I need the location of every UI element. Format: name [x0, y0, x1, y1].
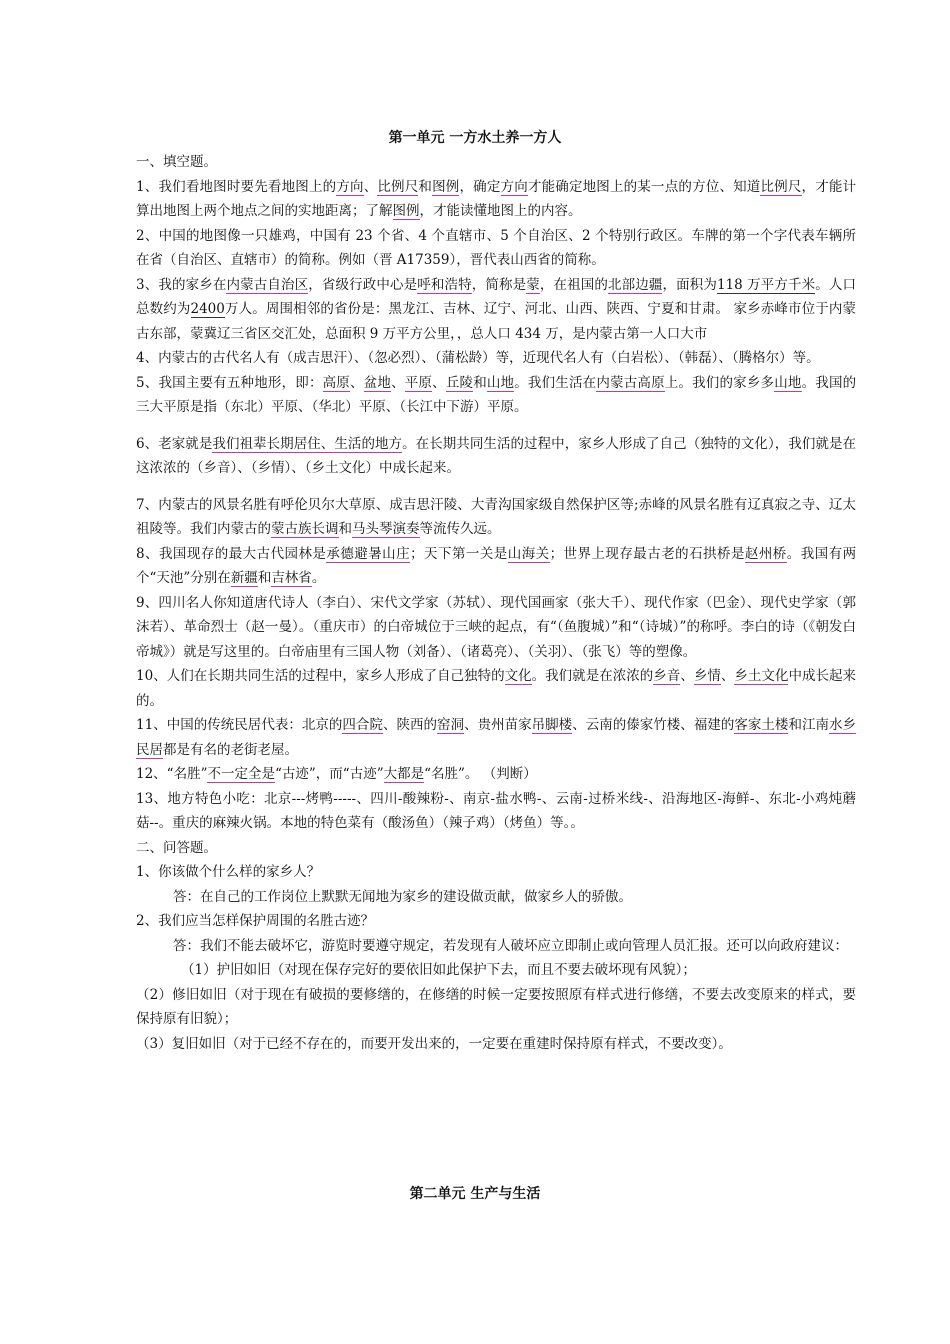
unit1-body [136, 150, 856, 1056]
answer: 乡土文化 [734, 668, 789, 684]
question-8: 8、我国现存的最大古代园林是承德避暑山庄；天下第一关是山海关；世界上现存最古老的石拱桥是赵州桥。我国有两个“天池”分别在新疆和吉林省。 [136, 545, 857, 586]
answer: 不一定全是 [207, 766, 275, 782]
answer: 承德避暑山庄 [326, 545, 411, 562]
answer: 赵州桥 [744, 545, 787, 562]
answer: 比例尺 [377, 178, 419, 195]
question-9: 9、四川名人你知道唐代诗人（李白）、宋代文学家（苏轼）、现代国画家（张大千）、现代作家（巴金）、现代史学家（郭沫若）、革命烈士（赵一曼）。（重庆市）的白帝城位于三峡的起点，有“（鱼腹城）”和“（诗城）”的称呼。李白的诗（《朝发白帝城》）就是写这里的。白帝庙里有三国人物（刘备）、（诸葛亮）、（关羽）、（张飞）等的塑像。 [136, 594, 856, 660]
answer: 图例 [432, 178, 460, 195]
answer: 丘陵 [445, 374, 474, 391]
answer: 呼和浩特 [417, 276, 472, 293]
answer: 新疆 [230, 570, 258, 586]
question-4: 4、内蒙古的古代名人有（成吉思汗）、（忽必烈）、（蒲松龄）等，近现代名人有（白岩松）、（韩磊）、（腾格尔）等。 [136, 350, 820, 366]
answer: 文化 [504, 668, 532, 684]
answer: 盆地 [363, 374, 392, 391]
answer: 比例尺 [760, 178, 802, 195]
qa2-point-1: （1）护旧如旧（对现在保存完好的要依旧如此保护下去，而且不要去破坏现有风貌）； [181, 962, 696, 978]
unit1-title: 第一单元 一方水土养一方人 [388, 130, 562, 146]
answer: 蒙 [526, 276, 540, 293]
answer: 乡情 [693, 668, 721, 684]
answer: 窑洞 [437, 717, 465, 733]
unit2-title: 第二单元 生产与生活 [409, 1186, 541, 1202]
answer: 方向 [336, 178, 364, 195]
question-12: 12、“名胜”不一定全是“古迹”，而“古迹”大都是“名胜”。 （判断） [136, 766, 537, 782]
answer: 平原 [404, 374, 433, 391]
answer: 图例 [392, 203, 420, 219]
answer: 蒙古族长调 [271, 521, 339, 537]
qa1-answer: 答：在自己的工作岗位上默默无闻地为家乡的建设做贡献，做家乡人的骄傲。 [173, 888, 632, 905]
answer: 方向 [500, 178, 528, 195]
question-5: 5、我国主要有五种地形，即：高原、盆地、平原、丘陵和山地。我们生活在内蒙古高原上。我们的家乡多山地。我国的三大平原是指（东北）平原、（华北）平原、（长江中下游）平原。 [136, 374, 857, 415]
question-10: 10、人们在长期共同生活的过程中，家乡人形成了自己独特的文化。我们就是在浓浓的乡音、乡情、乡土文化中成长起来的。 [136, 668, 856, 709]
section-heading-fill: 一、填空题。 [136, 154, 217, 170]
qa1-question: 1、你该做个什么样的家乡人？ [136, 864, 321, 880]
answer: 2400 [190, 301, 225, 317]
question-11: 11、中国的传统民居代表：北京的四合院、陕西的窑洞、贵州苗家吊脚楼、云南的傣家竹楼、福建的客家土楼和江南水乡民居都是有名的老街老屋。 [136, 717, 856, 758]
answer: 山地 [486, 374, 515, 391]
answer: 吉林省 [271, 570, 312, 586]
qa2-point-2: （2）修旧如旧（对于现在有破损的要修缮的，在修缮的时候一定要按照原有样式进行修缮，不要去改变原来的样式，要保持原有旧貌）； [136, 986, 856, 1027]
answer: 内蒙古高原 [596, 374, 665, 391]
answer: 大都是 [383, 766, 425, 782]
answer: 高原 [322, 374, 350, 391]
answer: 内蒙古自治区 [226, 276, 309, 293]
question-6: 6、老家就是我们祖辈长期居住、生活的地方。在长期共同生活的过程中，家乡人形成了自己（独特的文化），我们就是在这浓浓的（乡音）、（乡情）、（乡土文化）中成长起来。 [136, 435, 856, 476]
question-3: 3、我的家乡在内蒙古自治区，省级行政中心是呼和浩特，简称是蒙，在祖国的北部边疆，面积为118 万平方千米。人口总数约为2400万人。周围相邻的省份是：黑龙江、吉林、辽宁、河北、山西、陕西、宁夏和甘肃。 家乡赤峰市位于内蒙古东部，蒙冀辽三省区交汇处，总面积 9 万平方公里，，总人口 434 万，是内蒙古第一人口大市 [136, 276, 857, 342]
section-heading-qa: 二、问答题。 [136, 839, 217, 856]
answer: 乡音 [653, 668, 681, 684]
answer: 马头琴演奏 [352, 521, 420, 537]
answer: 水乡民居 [136, 717, 856, 758]
answer: 吊脚楼 [531, 717, 573, 733]
answer: 118 万平方千米 [716, 276, 816, 293]
answer: 山海关 [507, 545, 550, 562]
question-13: 13、地方特色小吃：北京---烤鸭-----、四川-酸辣粉-、南京-盐水鸭-、云南-过桥米线-、沿海地区-海鲜-、东北-小鸡炖蘑菇--。重庆的麻辣火锅。本地的特色菜有（酸汤鱼）（辣子鸡）（烤鱼）等。。 [136, 790, 856, 831]
answer: 山地 [774, 374, 802, 391]
question-1: 1、我们看地图时要先看地图上的方向、比例尺和图例，确定方向才能确定地图上的某一点的方位、知道比例尺，才能计算出地图上两个地点之间的实地距离；了解图例，才能读懂地图上的内容。 [136, 178, 857, 219]
answer: 客家土楼 [734, 717, 789, 733]
qa2-answer: 答：我们不能去破坏它，游览时要遵守规定，若发现有人破坏应立即制止或向管理人员汇报。还可以向政府建议： [173, 937, 848, 954]
qa2-point-3: （3）复旧如旧（对于已经不存在的，而要开发出来的，一定要在重建时保持原有样式，不要改变）。 [136, 1035, 732, 1052]
qa2-question: 2、我们应当怎样保护周围的名胜古迹？ [136, 913, 375, 929]
answer: 我们祖辈长期居住、生活的地方 [212, 435, 403, 452]
question-2: 2、中国的地图像一只雄鸡，中国有 23 个省、4 个直辖市、5 个自治区、2 个特别行政区。车牌的第一个字代表车辆所在省（自治区、直辖市）的简称。例如（晋 A17359），晋代表山西省的简称。 [136, 227, 856, 268]
question-7: 7、内蒙古的风景名胜有呼伦贝尔大草原、成吉思汗陵、大青沟国家级自然保护区等;赤峰的风景名胜有辽真寂之寺、辽太祖陵等。我们内蒙古的蒙古族长调和马头琴演奏等流传久远。 [136, 496, 856, 537]
answer: 北部边疆 [607, 276, 663, 293]
answer: 四合院 [342, 717, 383, 733]
